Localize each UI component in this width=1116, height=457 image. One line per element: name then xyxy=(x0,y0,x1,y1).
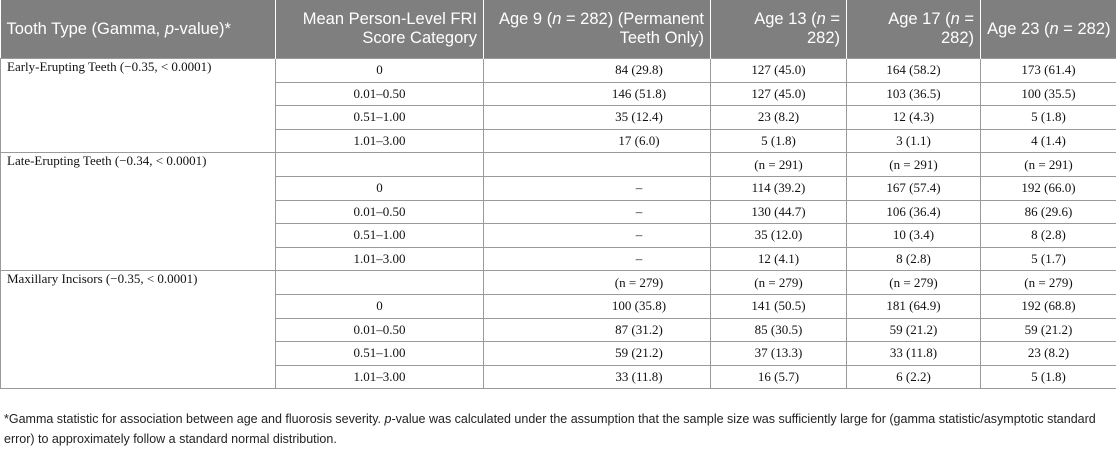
value-cell: 173 (61.4) xyxy=(981,59,1116,83)
footnote: *Gamma statistic for association between age and fluorosis severity. p-value was calculated under the assumption that the sample size was sufficiently large for (gamma statistic/asymptotic standard error) to approximately follow a standard normal distribution. xyxy=(4,412,1096,446)
fri-category-cell: 1.01–3.00 xyxy=(276,129,484,153)
fri-category-cell: 0 xyxy=(276,176,484,200)
col-header-age-13: Age 13 (n = 282) xyxy=(711,0,847,59)
value-cell: 106 (36.4) xyxy=(847,200,981,224)
value-cell xyxy=(484,153,711,177)
value-cell: 59 (21.2) xyxy=(847,318,981,342)
value-cell: 6 (2.2) xyxy=(847,365,981,389)
value-cell: (n = 279) xyxy=(981,271,1116,295)
value-cell: 35 (12.0) xyxy=(711,224,847,248)
value-cell: (n = 279) xyxy=(484,271,711,295)
tooth-type-cell: Early-Erupting Teeth (−0.35, < 0.0001) xyxy=(1,59,276,153)
table-row xyxy=(1,271,1116,295)
value-cell: – xyxy=(484,247,711,271)
value-cell: 12 (4.1) xyxy=(711,247,847,271)
fri-category-cell: 0.51–1.00 xyxy=(276,224,484,248)
table-row xyxy=(1,153,1116,177)
value-cell: 59 (21.2) xyxy=(981,318,1116,342)
value-cell: 16 (5.7) xyxy=(711,365,847,389)
value-cell: 164 (58.2) xyxy=(847,59,981,83)
value-cell: 100 (35.8) xyxy=(484,294,711,318)
tooth-type-cell: Late-Erupting Teeth (−0.34, < 0.0001) xyxy=(1,153,276,271)
value-cell: 10 (3.4) xyxy=(847,224,981,248)
value-cell: 84 (29.8) xyxy=(484,59,711,83)
value-cell: 5 (1.8) xyxy=(711,129,847,153)
col-header-tooth-type: Tooth Type (Gamma, p-value)* xyxy=(1,0,276,59)
col-header-age-23: Age 23 (n = 282) xyxy=(981,0,1116,59)
value-cell: 86 (29.6) xyxy=(981,200,1116,224)
value-cell: 17 (6.0) xyxy=(484,129,711,153)
col-header-fri-category: Mean Person-Level FRI Score Category xyxy=(276,0,484,59)
value-cell: (n = 279) xyxy=(711,271,847,295)
value-cell: 12 (4.3) xyxy=(847,106,981,130)
value-cell: 23 (8.2) xyxy=(981,342,1116,366)
value-cell: 33 (11.8) xyxy=(484,365,711,389)
value-cell: 37 (13.3) xyxy=(711,342,847,366)
value-cell: 100 (35.5) xyxy=(981,82,1116,106)
value-cell: (n = 291) xyxy=(711,153,847,177)
fri-category-cell xyxy=(276,271,484,295)
value-cell: – xyxy=(484,224,711,248)
value-cell: 8 (2.8) xyxy=(981,224,1116,248)
value-cell: 141 (50.5) xyxy=(711,294,847,318)
value-cell: 23 (8.2) xyxy=(711,106,847,130)
value-cell: 127 (45.0) xyxy=(711,59,847,83)
fri-category-cell: 0.01–0.50 xyxy=(276,82,484,106)
value-cell: 181 (64.9) xyxy=(847,294,981,318)
value-cell: 103 (36.5) xyxy=(847,82,981,106)
fri-category-cell: 1.01–3.00 xyxy=(276,365,484,389)
fri-category-cell: 0.51–1.00 xyxy=(276,342,484,366)
value-cell: 5 (1.7) xyxy=(981,247,1116,271)
value-cell: 85 (30.5) xyxy=(711,318,847,342)
col-header-age-9: Age 9 (n = 282) (Permanent Teeth Only) xyxy=(484,0,711,59)
fri-category-cell: 0.01–0.50 xyxy=(276,318,484,342)
value-cell: 5 (1.8) xyxy=(981,365,1116,389)
value-cell: (n = 279) xyxy=(847,271,981,295)
value-cell: 114 (39.2) xyxy=(711,176,847,200)
table-body xyxy=(1,59,1116,389)
value-cell: 8 (2.8) xyxy=(847,247,981,271)
fri-category-cell: 0 xyxy=(276,294,484,318)
value-cell: 130 (44.7) xyxy=(711,200,847,224)
fri-category-cell: 0 xyxy=(276,59,484,83)
value-cell: 87 (31.2) xyxy=(484,318,711,342)
fri-category-cell: 0.51–1.00 xyxy=(276,106,484,130)
value-cell: 127 (45.0) xyxy=(711,82,847,106)
value-cell: 5 (1.8) xyxy=(981,106,1116,130)
value-cell: 59 (21.2) xyxy=(484,342,711,366)
fri-category-cell: 0.01–0.50 xyxy=(276,200,484,224)
value-cell: 146 (51.8) xyxy=(484,82,711,106)
value-cell: 192 (66.0) xyxy=(981,176,1116,200)
value-cell: – xyxy=(484,200,711,224)
value-cell: 33 (11.8) xyxy=(847,342,981,366)
fri-category-cell: 1.01–3.00 xyxy=(276,247,484,271)
value-cell: 167 (57.4) xyxy=(847,176,981,200)
value-cell: (n = 291) xyxy=(847,153,981,177)
value-cell: (n = 291) xyxy=(981,153,1116,177)
fri-category-cell xyxy=(276,153,484,177)
value-cell: – xyxy=(484,176,711,200)
tooth-type-cell: Maxillary Incisors (−0.35, < 0.0001) xyxy=(1,271,276,389)
value-cell: 35 (12.4) xyxy=(484,106,711,130)
header-row xyxy=(1,0,1116,59)
col-header-age-17: Age 17 (n = 282) xyxy=(847,0,981,59)
value-cell: 4 (1.4) xyxy=(981,129,1116,153)
table-row xyxy=(1,59,1116,83)
value-cell: 192 (68.8) xyxy=(981,294,1116,318)
value-cell: 3 (1.1) xyxy=(847,129,981,153)
